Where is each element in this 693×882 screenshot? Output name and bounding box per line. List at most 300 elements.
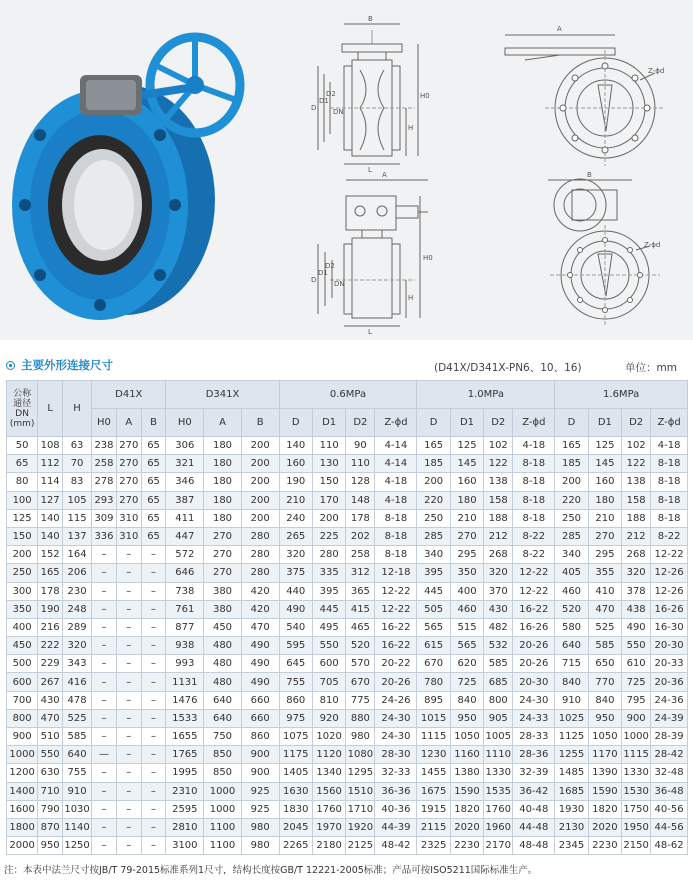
table-cell: 1100	[204, 818, 242, 836]
table-cell: 200	[241, 437, 279, 455]
table-cell: 1170	[588, 746, 621, 764]
table-cell: 164	[63, 546, 92, 564]
table-cell: 240	[279, 509, 312, 527]
valve-illustrations	[0, 0, 693, 340]
label-l-3: L	[368, 328, 372, 336]
table-cell: 500	[7, 655, 38, 673]
table-cell: –	[141, 764, 166, 782]
table-cell: 140	[38, 527, 63, 545]
table-cell: 380	[204, 582, 242, 600]
subheader: H0	[92, 409, 117, 437]
label-d1-3: D1	[318, 269, 328, 277]
table-cell: 12-26	[651, 564, 688, 582]
table-cell: 165	[555, 437, 588, 455]
table-cell: 8-22	[513, 546, 555, 564]
table-cell: 2130	[555, 818, 588, 836]
table-row	[7, 673, 688, 691]
table-cell: 8-18	[651, 491, 688, 509]
drawing-front-view-d341x	[548, 179, 660, 326]
table-cell: 8-18	[651, 473, 688, 491]
table-cell: 585	[588, 637, 621, 655]
table-cell: –	[92, 582, 117, 600]
table-cell: 20-26	[513, 637, 555, 655]
table-cell: 365	[346, 582, 375, 600]
table-cell: 505	[417, 600, 450, 618]
table-cell: 1560	[312, 782, 345, 800]
drawing-front-view-d41x	[505, 35, 665, 166]
table-cell: 761	[166, 600, 204, 618]
table-cell: 925	[241, 800, 279, 818]
table-cell: 4-18	[513, 437, 555, 455]
table-cell: 1115	[417, 728, 450, 746]
table-cell: 4-18	[375, 473, 417, 491]
table-cell: 877	[166, 618, 204, 636]
table-cell: 4-18	[375, 491, 417, 509]
table-cell: 810	[312, 691, 345, 709]
table-cell: 180	[588, 491, 621, 509]
table-cell: –	[141, 746, 166, 764]
table-cell: 1131	[166, 673, 204, 691]
table-cell: 490	[279, 600, 312, 618]
table-cell: 140	[279, 437, 312, 455]
table-cell: 840	[588, 691, 621, 709]
table-cell: –	[116, 691, 141, 709]
table-cell: 470	[241, 618, 279, 636]
table-row	[7, 655, 688, 673]
table-cell: 1340	[312, 764, 345, 782]
table-cell: 63	[63, 437, 92, 455]
table-cell: 900	[241, 764, 279, 782]
table-cell: 840	[450, 691, 483, 709]
table-cell: 200	[241, 509, 279, 527]
drawing-side-view-d341x	[318, 180, 428, 326]
table-cell: 350	[7, 600, 38, 618]
table-cell: 700	[7, 691, 38, 709]
table-row	[7, 546, 688, 564]
table-cell: 180	[204, 473, 242, 491]
table-cell: 280	[241, 564, 279, 582]
table-cell: 710	[38, 782, 63, 800]
table-cell: 44-56	[651, 818, 688, 836]
table-cell: 725	[622, 673, 651, 691]
table-row	[7, 564, 688, 582]
table-cell: 925	[241, 782, 279, 800]
standard-label: (D41X/D341X-PN6、10、16)	[434, 362, 582, 374]
table-cell: 165	[417, 437, 450, 455]
subheader: A	[116, 409, 141, 437]
table-cell: 8-18	[375, 527, 417, 545]
table-cell: –	[92, 637, 117, 655]
table-cell: 160	[279, 455, 312, 473]
table-cell: 145	[588, 455, 621, 473]
table-cell: 44-48	[513, 818, 555, 836]
table-cell: 210	[588, 509, 621, 527]
table-cell: 65	[141, 527, 166, 545]
table-cell: 355	[588, 564, 621, 582]
table-cell: –	[141, 691, 166, 709]
table-cell: 387	[166, 491, 204, 509]
table-cell: 411	[166, 509, 204, 527]
label-dn-3: DN	[334, 280, 345, 288]
table-cell: 1760	[312, 800, 345, 818]
table-cell: 150	[312, 473, 345, 491]
subheader: D2	[622, 409, 651, 437]
table-row	[7, 437, 688, 455]
table-cell: 490	[241, 637, 279, 655]
table-cell: 755	[279, 673, 312, 691]
header-l: L	[38, 381, 63, 437]
table-cell: 1000	[204, 782, 242, 800]
table-cell: 20-26	[375, 673, 417, 691]
table-cell: 102	[484, 437, 513, 455]
table-cell: 268	[622, 546, 651, 564]
table-row	[7, 800, 688, 818]
table-cell: 8-18	[513, 455, 555, 473]
table-cell: 1820	[450, 800, 483, 818]
table-cell: –	[141, 582, 166, 600]
table-cell: 395	[312, 582, 345, 600]
table-cell: 520	[346, 637, 375, 655]
table-cell: –	[92, 600, 117, 618]
table-cell: 100	[7, 491, 38, 509]
table-cell: 1510	[346, 782, 375, 800]
table-cell: 1015	[417, 709, 450, 727]
table-cell: 850	[204, 764, 242, 782]
table-cell: 152	[38, 546, 63, 564]
table-cell: 750	[204, 728, 242, 746]
table-cell: 16-26	[651, 600, 688, 618]
table-cell: 32-33	[375, 764, 417, 782]
table-cell: 65	[141, 509, 166, 527]
table-cell: –	[92, 800, 117, 818]
table-cell: 2230	[450, 837, 483, 855]
table-cell: 343	[63, 655, 92, 673]
table-cell: 2310	[166, 782, 204, 800]
table-cell: 2325	[417, 837, 450, 855]
table-cell: 800	[484, 691, 513, 709]
table-cell: 24-30	[375, 709, 417, 727]
table-cell: –	[92, 818, 117, 836]
header-d341x: D341X	[166, 381, 279, 409]
table-cell: 646	[166, 564, 204, 582]
table-cell: 565	[450, 637, 483, 655]
table-cell: 705	[312, 673, 345, 691]
table-cell: 160	[588, 473, 621, 491]
table-cell: 445	[312, 600, 345, 618]
label-d-1: D	[311, 104, 317, 112]
table-cell: 430	[38, 691, 63, 709]
table-cell: 16-30	[651, 618, 688, 636]
table-cell: 48-42	[375, 837, 417, 855]
table-cell: 312	[346, 564, 375, 582]
table-cell: 480	[204, 637, 242, 655]
table-cell: 1005	[484, 728, 513, 746]
table-cell: 150	[7, 527, 38, 545]
table-cell: 320	[279, 546, 312, 564]
table-cell: 620	[450, 655, 483, 673]
table-cell: 238	[92, 437, 117, 455]
table-cell: 1100	[204, 837, 242, 855]
table-cell: 225	[312, 527, 345, 545]
table-cell: 1255	[555, 746, 588, 764]
subheader: B	[241, 409, 279, 437]
table-cell: 640	[555, 637, 588, 655]
table-cell: 295	[588, 546, 621, 564]
table-cell: 490	[622, 618, 651, 636]
subheader: D1	[312, 409, 345, 437]
table-cell: 178	[38, 582, 63, 600]
table-cell: 212	[622, 527, 651, 545]
table-row	[7, 582, 688, 600]
table-cell: 440	[279, 582, 312, 600]
table-cell: 28-30	[375, 746, 417, 764]
table-cell: 1530	[622, 782, 651, 800]
table-cell: 2045	[279, 818, 312, 836]
label-h-3: H	[408, 294, 414, 302]
table-cell: 122	[484, 455, 513, 473]
table-cell: 8-22	[651, 527, 688, 545]
table-row	[7, 746, 688, 764]
table-cell: 320	[484, 564, 513, 582]
table-row	[7, 473, 688, 491]
table-cell: –	[92, 764, 117, 782]
table-row	[7, 618, 688, 636]
table-cell: 65	[7, 455, 38, 473]
header-h: H	[63, 381, 92, 437]
table-cell: 285	[417, 527, 450, 545]
table-cell: 585	[484, 655, 513, 673]
table-cell: 12-22	[513, 564, 555, 582]
table-cell: 210	[279, 491, 312, 509]
table-row	[7, 527, 688, 545]
table-cell: 3100	[166, 837, 204, 855]
table-cell: 993	[166, 655, 204, 673]
table-cell: –	[141, 673, 166, 691]
label-d2-1: D2	[326, 90, 336, 98]
table-cell: 1000	[622, 728, 651, 746]
header-d41x: D41X	[92, 381, 166, 409]
table-cell: 210	[450, 509, 483, 527]
table-cell: 65	[141, 473, 166, 491]
table-cell: 289	[63, 618, 92, 636]
table-cell: –	[141, 818, 166, 836]
table-cell: 267	[38, 673, 63, 691]
table-cell: –	[92, 655, 117, 673]
table-cell: 1710	[346, 800, 375, 818]
table-cell: 8-22	[513, 527, 555, 545]
table-cell: 1200	[7, 764, 38, 782]
table-cell: 410	[588, 582, 621, 600]
table-cell: –	[141, 546, 166, 564]
table-cell: 40-36	[375, 800, 417, 818]
table-cell: 670	[346, 673, 375, 691]
table-cell: 860	[279, 691, 312, 709]
table-cell: 270	[116, 455, 141, 473]
table-cell: 460	[450, 600, 483, 618]
table-cell: 1655	[166, 728, 204, 746]
table-cell: 248	[63, 600, 92, 618]
table-cell: 250	[555, 509, 588, 527]
table-cell: 1250	[63, 837, 92, 855]
table-cell: 630	[38, 764, 63, 782]
table-cell: 278	[92, 473, 117, 491]
table-cell: 24-30	[513, 691, 555, 709]
table-cell: 470	[588, 600, 621, 618]
footnote: 注：本表中法兰尺寸按JB/T 79-2015标准系列1尺寸，结构长度按GB/T 12221-2005标准；产品可按ISO5211国际标准生产。	[4, 865, 538, 876]
table-cell: 340	[555, 546, 588, 564]
table-cell: 520	[555, 600, 588, 618]
table-cell: 495	[312, 618, 345, 636]
table-cell: 1930	[555, 800, 588, 818]
table-cell: 405	[555, 564, 588, 582]
table-cell: 216	[38, 618, 63, 636]
table-cell: 1485	[555, 764, 588, 782]
table-cell: 12-18	[375, 564, 417, 582]
table-cell: –	[141, 637, 166, 655]
subheader: Z-ϕd	[651, 409, 688, 437]
table-cell: 128	[346, 473, 375, 491]
table-cell: 125	[7, 509, 38, 527]
dimension-table	[6, 380, 688, 855]
table-cell: 70	[63, 455, 92, 473]
table-row	[7, 691, 688, 709]
table-cell: 270	[116, 491, 141, 509]
table-cell: 8-18	[375, 509, 417, 527]
table-cell: 1915	[417, 800, 450, 818]
table-cell: 1000	[7, 746, 38, 764]
table-cell: 375	[279, 564, 312, 582]
table-cell: –	[116, 582, 141, 600]
table-cell: 270	[204, 527, 242, 545]
table-cell: –	[92, 782, 117, 800]
table-cell: –	[92, 618, 117, 636]
table-cell: 572	[166, 546, 204, 564]
table-cell: 4-18	[651, 437, 688, 455]
table-row	[7, 455, 688, 473]
table-row	[7, 709, 688, 727]
table-cell: 122	[622, 455, 651, 473]
subheader: B	[141, 409, 166, 437]
table-cell: –	[116, 800, 141, 818]
table-cell: 28-36	[513, 746, 555, 764]
table-cell: 115	[63, 509, 92, 527]
table-cell: 725	[450, 673, 483, 691]
subheader: D	[279, 409, 312, 437]
table-cell: –	[116, 655, 141, 673]
table-cell: 350	[450, 564, 483, 582]
table-cell: 450	[7, 637, 38, 655]
table-cell: 280	[241, 527, 279, 545]
table-cell: 80	[7, 473, 38, 491]
table-cell: 200	[417, 473, 450, 491]
table-cell: 430	[484, 600, 513, 618]
table-cell: 20-33	[651, 655, 688, 673]
table-cell: 480	[204, 673, 242, 691]
table-cell: 1920	[346, 818, 375, 836]
table-cell: 138	[622, 473, 651, 491]
table-cell: 525	[588, 618, 621, 636]
table-cell: 2595	[166, 800, 204, 818]
table-cell: 265	[279, 527, 312, 545]
subheader: D	[555, 409, 588, 437]
table-cell: 570	[346, 655, 375, 673]
table-cell: 420	[241, 600, 279, 618]
table-cell: –	[141, 709, 166, 727]
table-cell: 270	[450, 527, 483, 545]
table-cell: 1120	[312, 746, 345, 764]
table-cell: 258	[92, 455, 117, 473]
table-cell: 125	[588, 437, 621, 455]
valve-photo	[12, 37, 240, 320]
label-h0-1: H0	[420, 92, 430, 100]
table-cell: 295	[450, 546, 483, 564]
table-cell: 36-48	[651, 782, 688, 800]
table-cell: 200	[555, 473, 588, 491]
table-cell: 285	[555, 527, 588, 545]
table-cell: 340	[417, 546, 450, 564]
table-cell: 200	[7, 546, 38, 564]
table-cell: 200	[312, 509, 345, 527]
table-cell: 270	[116, 473, 141, 491]
table-cell: 400	[7, 618, 38, 636]
table-cell: 105	[63, 491, 92, 509]
table-cell: 950	[450, 709, 483, 727]
table-cell: 83	[63, 473, 92, 491]
table-cell: 145	[450, 455, 483, 473]
table-cell: 470	[38, 709, 63, 727]
table-header-row-1	[7, 381, 688, 409]
table-cell: 1995	[166, 764, 204, 782]
table-cell: 482	[484, 618, 513, 636]
table-cell: –	[141, 600, 166, 618]
table-cell: 2125	[346, 837, 375, 855]
unit-label: 单位：mm	[625, 362, 677, 374]
table-cell: 1230	[417, 746, 450, 764]
table-cell: 715	[555, 655, 588, 673]
table-cell: –	[141, 800, 166, 818]
table-cell: 880	[346, 709, 375, 727]
table-cell: 550	[38, 746, 63, 764]
table-cell: 910	[63, 782, 92, 800]
table-cell: 615	[417, 637, 450, 655]
table-cell: 775	[346, 691, 375, 709]
table-row	[7, 600, 688, 618]
table-cell: 309	[92, 509, 117, 527]
table-cell: 975	[279, 709, 312, 727]
table-cell: 200	[241, 491, 279, 509]
table-cell: 114	[38, 473, 63, 491]
table-cell: 188	[622, 509, 651, 527]
table-cell: 1675	[417, 782, 450, 800]
table-cell: 1050	[588, 728, 621, 746]
table-cell: –	[116, 709, 141, 727]
table-cell: 447	[166, 527, 204, 545]
table-cell: 178	[346, 509, 375, 527]
table-cell: 320	[63, 637, 92, 655]
table-cell: 795	[622, 691, 651, 709]
table-cell: –	[92, 546, 117, 564]
table-cell: 8-18	[513, 473, 555, 491]
table-cell: 1600	[7, 800, 38, 818]
table-cell: 515	[450, 618, 483, 636]
table-cell: 478	[63, 691, 92, 709]
table-cell: 400	[450, 582, 483, 600]
table-cell: 110	[312, 437, 345, 455]
table-cell: 270	[588, 527, 621, 545]
table-cell: –	[92, 673, 117, 691]
table-cell: –	[92, 564, 117, 582]
table-cell: 280	[241, 546, 279, 564]
